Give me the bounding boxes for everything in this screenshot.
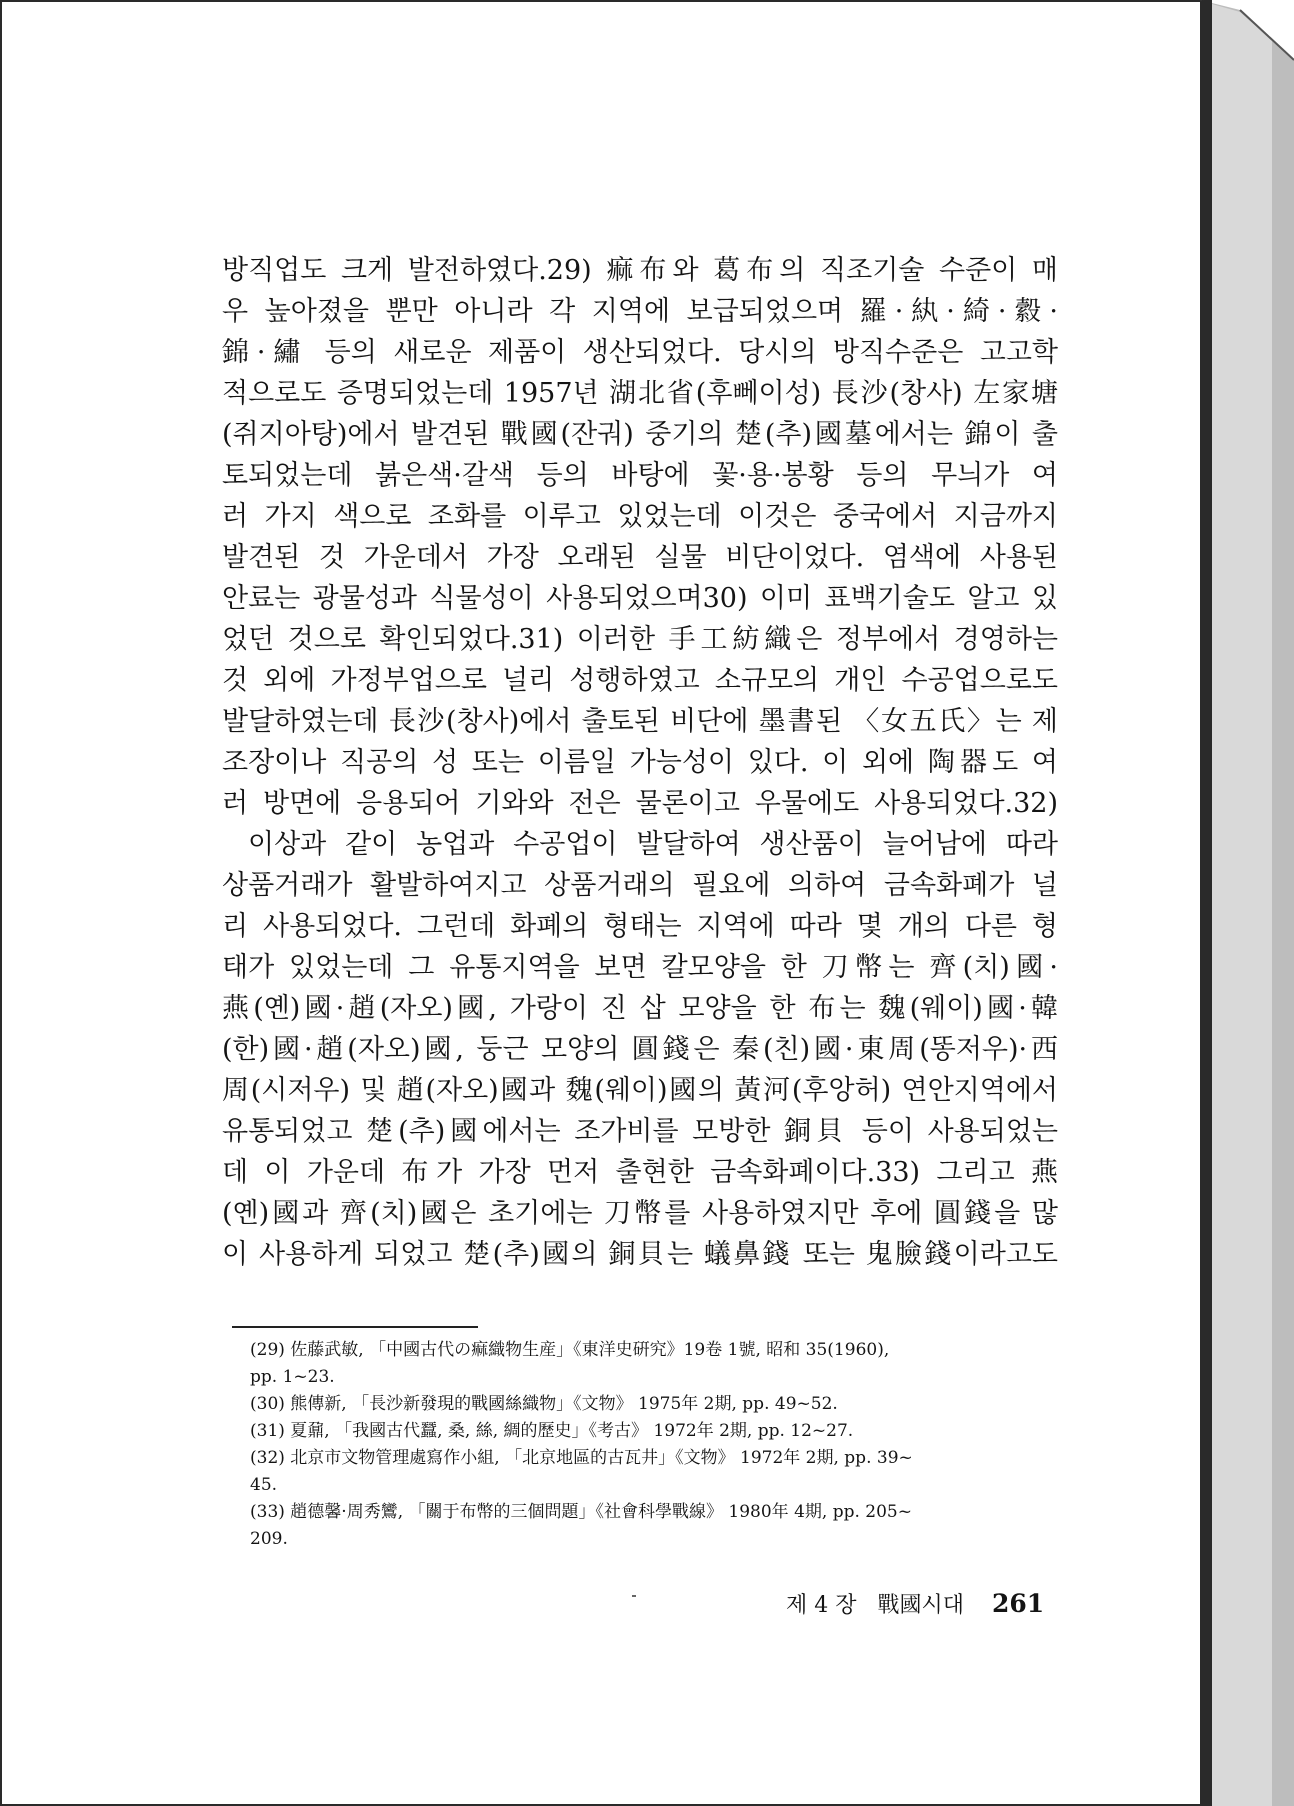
footnote-32: (32) 北京市文物管理處寫作小組, 「北京地區的古瓦井」《文物》 1972年 2期, pp. 39~ <box>250 1448 913 1468</box>
body-line: 러 방면에 응용되어 기와와 전은 물론이고 우물에도 사용되었다.32) <box>222 788 1058 819</box>
body-line: 안료는 광물성과 식물성이 사용되었으며30) 이미 표백기술도 알고 있 <box>222 583 1058 614</box>
body-line: 태가 있었는데 그 유통지역을 보면 칼모양을 한 刀幣는 齊(치)國· <box>222 952 1058 983</box>
body-line: 조장이나 직공의 성 또는 이름일 가능성이 있다. 이 외에 陶器도 여 <box>222 747 1058 778</box>
body-line: 었던 것으로 확인되었다.31) 이러한 手工紡織은 정부에서 경영하는 <box>222 624 1058 655</box>
body-line: 이 사용하게 되었고 楚(추)國의 銅貝는 蟻鼻錢 또는 鬼臉錢이라고도 <box>222 1239 1058 1270</box>
chapter-title: 戰國시대 <box>877 1593 964 1618</box>
page-number: 261 <box>991 1589 1045 1618</box>
body-line: (쥐지아탕)에서 발견된 戰國(잔궈) 중기의 楚(추)國墓에서는 錦이 출 <box>222 419 1058 450</box>
footnote-32-continuation: 45. <box>250 1475 278 1495</box>
footnote-29: (29) 佐藤武敏, 「中國古代の痲織物生産」《東洋史硏究》19卷 1號, 昭和 35(1960), <box>250 1340 890 1360</box>
footnote-29-continuation: pp. 1~23. <box>250 1367 335 1387</box>
chapter-label: 제 4 장 <box>786 1593 857 1618</box>
body-line: 발달하였는데 長沙(창사)에서 출토된 비단에 墨書된 〈女五氏〉는 제 <box>222 706 1058 737</box>
body-line: 錦·繡 등의 새로운 제품이 생산되었다. 당시의 방직수준은 고고학 <box>222 337 1058 368</box>
body-line: 토되었는데 붉은색·갈색 등의 바탕에 꽃·용·봉황 등의 무늬가 여 <box>222 460 1058 491</box>
print-speck <box>632 1595 636 1597</box>
body-line: 발견된 것 가운데서 가장 오래된 실물 비단이었다. 염색에 사용된 <box>222 542 1058 573</box>
body-line: 우 높아졌을 뿐만 아니라 각 지역에 보급되었으며 羅·紈·綺·縠· <box>222 296 1058 327</box>
body-line: 周(시저우) 및 趙(자오)國과 魏(웨이)國의 黃河(후앙허) 연안지역에서 <box>222 1075 1058 1106</box>
footnote-30: (30) 熊傳新, 「長沙新發現的戰國絲織物」《文物》 1975年 2期, pp. 49~52. <box>250 1394 838 1414</box>
body-line: 것 외에 가정부업으로 널리 성행하였고 소규모의 개인 수공업으로도 <box>222 665 1058 696</box>
footnote-divider <box>232 1326 478 1328</box>
body-line: 상품거래가 활발하여지고 상품거래의 필요에 의하여 금속화폐가 널 <box>222 870 1058 901</box>
body-line: 燕(옌)國·趙(자오)國, 가랑이 진 삽 모양을 한 布는 魏(웨이)國·韓 <box>222 993 1058 1024</box>
body-line: 유통되었고 楚(추)國에서는 조가비를 모방한 銅貝 등이 사용되었는 <box>222 1116 1058 1147</box>
body-line: 데 이 가운데 布가 가장 먼저 출현한 금속화폐이다.33) 그리고 燕 <box>222 1157 1058 1188</box>
body-line: 리 사용되었다. 그런데 화폐의 형태는 지역에 따라 몇 개의 다른 형 <box>222 911 1058 942</box>
footnote-33-continuation: 209. <box>250 1529 288 1549</box>
body-text <box>222 250 1058 1275</box>
footnote-33: (33) 趙德馨·周秀鸞, 「關于布幣的三個問題」《社會科學戰線》 1980年 4期, pp. 205~ <box>250 1502 912 1522</box>
body-line: (한)國·趙(자오)國, 둥근 모양의 圓錢은 秦(친)國·東周(똥저우)·西 <box>222 1034 1058 1065</box>
running-footer <box>786 1584 1068 1624</box>
paragraph-start-line: 이상과 같이 농업과 수공업이 발달하여 생산품이 늘어남에 따라 <box>248 829 1058 860</box>
page-edge-shadow <box>1200 0 1294 1806</box>
body-line: 러 가지 색으로 조화를 이루고 있었는데 이것은 중국에서 지금까지 <box>222 501 1058 532</box>
body-line: 방직업도 크게 발전하였다.29) 痲布와 葛布의 직조기술 수준이 매 <box>222 255 1058 286</box>
body-line: (옌)國과 齊(치)國은 초기에는 刀幣를 사용하였지만 후에 圓錢을 많 <box>222 1198 1058 1229</box>
body-line: 적으로도 증명되었는데 1957년 湖北省(후뻬이성) 長沙(창사) 左家塘 <box>222 378 1058 409</box>
footnotes <box>250 1337 1060 1553</box>
footnote-31: (31) 夏鼐, 「我國古代蠶, 桑, 絲, 綢的歷史」《考古》 1972年 2期, pp. 12~27. <box>250 1421 854 1441</box>
